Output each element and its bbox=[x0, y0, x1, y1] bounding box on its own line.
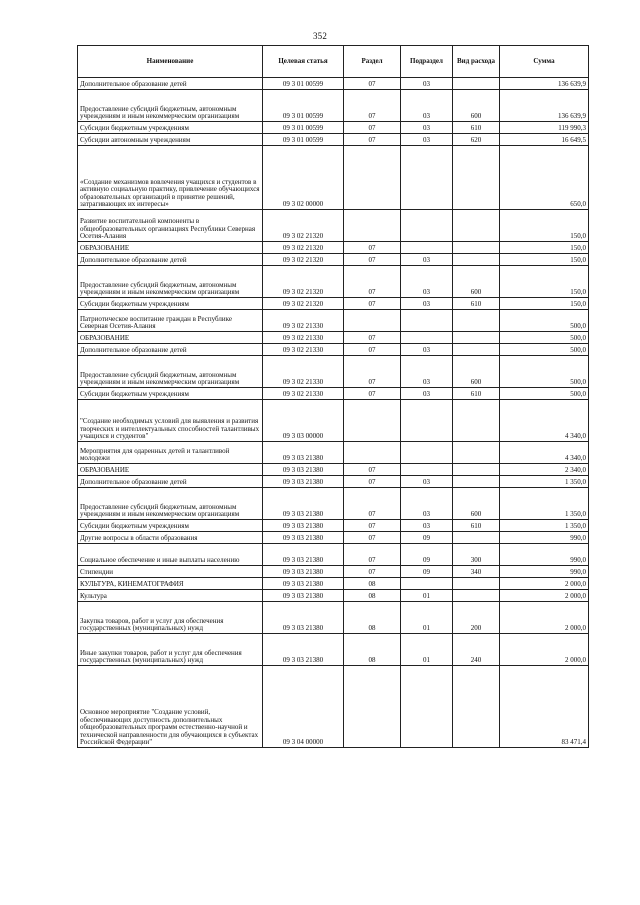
row-target: 09 3 02 21320 bbox=[263, 254, 344, 266]
row-expense-type bbox=[453, 210, 500, 242]
row-section bbox=[344, 666, 401, 748]
row-section bbox=[344, 400, 401, 442]
row-subsection: 03 bbox=[401, 356, 453, 388]
row-name: КУЛЬТУРА, КИНЕМАТОГРАФИЯ bbox=[78, 578, 263, 590]
row-expense-type bbox=[453, 78, 500, 90]
table-row bbox=[78, 146, 589, 210]
row-section: 07 bbox=[344, 254, 401, 266]
row-target: 09 3 02 00000 bbox=[263, 146, 344, 210]
row-amount: 83 471,4 bbox=[500, 666, 589, 748]
row-subsection: 03 bbox=[401, 134, 453, 146]
row-name: Дополнительное образование детей bbox=[78, 476, 263, 488]
row-target: 09 3 01 00599 bbox=[263, 134, 344, 146]
row-subsection bbox=[401, 464, 453, 476]
row-subsection: 03 bbox=[401, 122, 453, 134]
row-expense-type: 600 bbox=[453, 90, 500, 122]
row-subsection bbox=[401, 578, 453, 590]
row-name: Культура bbox=[78, 590, 263, 602]
row-subsection bbox=[401, 442, 453, 464]
row-target: 09 3 03 21380 bbox=[263, 566, 344, 578]
row-section: 08 bbox=[344, 590, 401, 602]
row-expense-type: 620 bbox=[453, 134, 500, 146]
table-row bbox=[78, 90, 589, 122]
row-subsection: 09 bbox=[401, 566, 453, 578]
table-row bbox=[78, 356, 589, 388]
row-section: 08 bbox=[344, 578, 401, 590]
row-expense-type bbox=[453, 442, 500, 464]
row-name: Основное мероприятие "Создание условий, обеспечивающих доступность дополнительных общеобразовательных программ естественно-научной и технической направленности для обучающихся в субъектах Российской Федерации" bbox=[78, 666, 263, 748]
row-subsection bbox=[401, 400, 453, 442]
row-subsection: 03 bbox=[401, 344, 453, 356]
row-amount: 136 639,9 bbox=[500, 78, 589, 90]
row-expense-type bbox=[453, 242, 500, 254]
table-row bbox=[78, 134, 589, 146]
row-expense-type bbox=[453, 476, 500, 488]
row-name: Стипендии bbox=[78, 566, 263, 578]
row-subsection bbox=[401, 332, 453, 344]
row-expense-type: 610 bbox=[453, 388, 500, 400]
row-amount: 500,0 bbox=[500, 356, 589, 388]
row-expense-type: 610 bbox=[453, 122, 500, 134]
row-section: 07 bbox=[344, 298, 401, 310]
row-target: 09 3 02 21330 bbox=[263, 388, 344, 400]
row-expense-type: 600 bbox=[453, 488, 500, 520]
row-amount: 500,0 bbox=[500, 310, 589, 332]
row-amount: 16 649,5 bbox=[500, 134, 589, 146]
table-row bbox=[78, 344, 589, 356]
row-target: 09 3 03 21380 bbox=[263, 520, 344, 532]
header-section: Раздел bbox=[344, 46, 401, 78]
row-name: Дополнительное образование детей bbox=[78, 78, 263, 90]
row-name: Другие вопросы в области образования bbox=[78, 532, 263, 544]
row-amount: 500,0 bbox=[500, 388, 589, 400]
row-expense-type bbox=[453, 332, 500, 344]
row-name: Мероприятия для одаренных детей и талантливой молодежи bbox=[78, 442, 263, 464]
row-amount: 500,0 bbox=[500, 332, 589, 344]
row-subsection: 03 bbox=[401, 298, 453, 310]
table-row bbox=[78, 488, 589, 520]
row-target: 09 3 03 21380 bbox=[263, 602, 344, 634]
row-section: 07 bbox=[344, 266, 401, 298]
row-expense-type: 600 bbox=[453, 356, 500, 388]
table-row bbox=[78, 476, 589, 488]
row-target: 09 3 03 21380 bbox=[263, 464, 344, 476]
table-row bbox=[78, 400, 589, 442]
row-amount: 2 000,0 bbox=[500, 590, 589, 602]
row-section: 08 bbox=[344, 602, 401, 634]
row-name: Социальное обеспечение и иные выплаты населению bbox=[78, 544, 263, 566]
row-name: Субсидии бюджетным учреждениям bbox=[78, 298, 263, 310]
row-name: Субсидии бюджетным учреждениям bbox=[78, 122, 263, 134]
row-name: Иные закупки товаров, работ и услуг для обеспечения государственных (муниципальных) нужд bbox=[78, 634, 263, 666]
budget-table bbox=[77, 45, 589, 748]
row-subsection: 03 bbox=[401, 388, 453, 400]
row-subsection: 03 bbox=[401, 520, 453, 532]
row-target: 09 3 03 21380 bbox=[263, 590, 344, 602]
table-header-row bbox=[78, 46, 589, 78]
row-expense-type bbox=[453, 146, 500, 210]
row-section bbox=[344, 146, 401, 210]
row-target: 09 3 02 21320 bbox=[263, 298, 344, 310]
row-amount: 2 000,0 bbox=[500, 578, 589, 590]
row-section: 07 bbox=[344, 134, 401, 146]
table-row bbox=[78, 666, 589, 748]
table-row bbox=[78, 78, 589, 90]
table-row bbox=[78, 520, 589, 532]
row-target: 09 3 03 21380 bbox=[263, 634, 344, 666]
row-section: 07 bbox=[344, 476, 401, 488]
row-amount: 2 340,0 bbox=[500, 464, 589, 476]
table-row bbox=[78, 578, 589, 590]
row-target: 09 3 03 21380 bbox=[263, 532, 344, 544]
row-section: 07 bbox=[344, 566, 401, 578]
row-expense-type bbox=[453, 400, 500, 442]
row-expense-type bbox=[453, 344, 500, 356]
row-name: ОБРАЗОВАНИЕ bbox=[78, 332, 263, 344]
row-target: 09 3 02 21330 bbox=[263, 344, 344, 356]
table-row bbox=[78, 122, 589, 134]
row-expense-type bbox=[453, 464, 500, 476]
row-subsection: 01 bbox=[401, 590, 453, 602]
row-name: Субсидии бюджетным учреждениям bbox=[78, 520, 263, 532]
header-target: Целевая статья bbox=[263, 46, 344, 78]
row-section: 07 bbox=[344, 532, 401, 544]
row-expense-type: 200 bbox=[453, 602, 500, 634]
table-row bbox=[78, 442, 589, 464]
row-subsection: 01 bbox=[401, 634, 453, 666]
row-name: Субсидии автономным учреждениям bbox=[78, 134, 263, 146]
row-subsection: 03 bbox=[401, 266, 453, 298]
row-name: "Создание необходимых условий для выявления и развития творческих и интеллектуальных способностей талантливых учащихся и студентов" bbox=[78, 400, 263, 442]
row-amount: 2 000,0 bbox=[500, 602, 589, 634]
row-amount: 150,0 bbox=[500, 242, 589, 254]
row-target: 09 3 03 21380 bbox=[263, 476, 344, 488]
row-amount: 1 350,0 bbox=[500, 476, 589, 488]
row-expense-type bbox=[453, 590, 500, 602]
row-name: Закупка товаров, работ и услуг для обеспечения государственных (муниципальных) нужд bbox=[78, 602, 263, 634]
row-section: 07 bbox=[344, 544, 401, 566]
row-target: 09 3 01 00599 bbox=[263, 90, 344, 122]
header-amount: Сумма bbox=[500, 46, 589, 78]
row-amount: 150,0 bbox=[500, 298, 589, 310]
header-name: Наименование bbox=[78, 46, 263, 78]
header-subsection: Подраздел bbox=[401, 46, 453, 78]
row-amount: 1 350,0 bbox=[500, 488, 589, 520]
row-amount: 2 000,0 bbox=[500, 634, 589, 666]
table-row bbox=[78, 298, 589, 310]
row-section bbox=[344, 310, 401, 332]
row-subsection bbox=[401, 210, 453, 242]
row-name: ОБРАЗОВАНИЕ bbox=[78, 464, 263, 476]
row-target: 09 3 02 21320 bbox=[263, 266, 344, 298]
row-target: 09 3 03 21380 bbox=[263, 488, 344, 520]
table-row bbox=[78, 634, 589, 666]
row-amount: 136 639,9 bbox=[500, 90, 589, 122]
row-name: Предоставление субсидий бюджетным, автономным учреждениям и иным некоммерческим организациям bbox=[78, 356, 263, 388]
row-target: 09 3 01 00599 bbox=[263, 122, 344, 134]
row-expense-type bbox=[453, 254, 500, 266]
row-expense-type: 610 bbox=[453, 298, 500, 310]
row-section: 08 bbox=[344, 634, 401, 666]
row-subsection: 03 bbox=[401, 476, 453, 488]
header-expense-type: Вид расхода bbox=[453, 46, 500, 78]
table-row bbox=[78, 266, 589, 298]
row-subsection bbox=[401, 310, 453, 332]
row-amount: 4 340,0 bbox=[500, 400, 589, 442]
row-name: «Создание механизмов вовлечения учащихся и студентов в активную социальную практику, привлечение обучающихся образовательных организаций в принятие решений, затрагивающих их интересы» bbox=[78, 146, 263, 210]
row-name: Предоставление субсидий бюджетным, автономным учреждениям и иным некоммерческим организациям bbox=[78, 90, 263, 122]
row-section: 07 bbox=[344, 388, 401, 400]
row-target: 09 3 02 21330 bbox=[263, 310, 344, 332]
row-amount: 500,0 bbox=[500, 344, 589, 356]
row-amount: 150,0 bbox=[500, 210, 589, 242]
row-subsection: 01 bbox=[401, 602, 453, 634]
row-section bbox=[344, 442, 401, 464]
table-row bbox=[78, 464, 589, 476]
row-target: 09 3 03 21380 bbox=[263, 578, 344, 590]
row-section: 07 bbox=[344, 90, 401, 122]
row-subsection bbox=[401, 146, 453, 210]
row-expense-type: 240 bbox=[453, 634, 500, 666]
row-section: 07 bbox=[344, 356, 401, 388]
row-target: 09 3 04 00000 bbox=[263, 666, 344, 748]
row-section: 07 bbox=[344, 488, 401, 520]
row-expense-type: 610 bbox=[453, 520, 500, 532]
row-expense-type: 300 bbox=[453, 544, 500, 566]
table-row bbox=[78, 590, 589, 602]
table-row bbox=[78, 242, 589, 254]
table-row bbox=[78, 566, 589, 578]
row-amount: 150,0 bbox=[500, 266, 589, 298]
page-number: 352 bbox=[312, 31, 328, 41]
row-expense-type: 340 bbox=[453, 566, 500, 578]
table-row bbox=[78, 310, 589, 332]
table-row bbox=[78, 332, 589, 344]
row-subsection: 03 bbox=[401, 78, 453, 90]
row-name: Дополнительное образование детей bbox=[78, 344, 263, 356]
row-amount: 119 990,3 bbox=[500, 122, 589, 134]
row-subsection: 03 bbox=[401, 488, 453, 520]
row-subsection: 09 bbox=[401, 532, 453, 544]
row-target: 09 3 01 00599 bbox=[263, 78, 344, 90]
row-amount: 1 350,0 bbox=[500, 520, 589, 532]
row-target: 09 3 02 21320 bbox=[263, 210, 344, 242]
row-section bbox=[344, 210, 401, 242]
row-amount: 990,0 bbox=[500, 544, 589, 566]
row-subsection: 09 bbox=[401, 544, 453, 566]
table-row bbox=[78, 532, 589, 544]
row-subsection bbox=[401, 666, 453, 748]
row-section: 07 bbox=[344, 464, 401, 476]
row-name: ОБРАЗОВАНИЕ bbox=[78, 242, 263, 254]
row-subsection bbox=[401, 242, 453, 254]
row-expense-type bbox=[453, 666, 500, 748]
row-name: Субсидии бюджетным учреждениям bbox=[78, 388, 263, 400]
row-subsection: 03 bbox=[401, 90, 453, 122]
row-section: 07 bbox=[344, 122, 401, 134]
row-amount: 990,0 bbox=[500, 566, 589, 578]
row-section: 07 bbox=[344, 332, 401, 344]
table-row bbox=[78, 388, 589, 400]
row-expense-type bbox=[453, 310, 500, 332]
table-row bbox=[78, 210, 589, 242]
row-name: Развитие воспитательной компоненты в общеобразовательных организациях Республики Северная Осетия-Алания bbox=[78, 210, 263, 242]
row-name: Предоставление субсидий бюджетным, автономным учреждениям и иным некоммерческим организациям bbox=[78, 266, 263, 298]
row-target: 09 3 02 21330 bbox=[263, 356, 344, 388]
row-target: 09 3 03 21380 bbox=[263, 544, 344, 566]
row-target: 09 3 03 00000 bbox=[263, 400, 344, 442]
row-target: 09 3 02 21330 bbox=[263, 332, 344, 344]
table-row bbox=[78, 254, 589, 266]
row-amount: 4 340,0 bbox=[500, 442, 589, 464]
row-amount: 150,0 bbox=[500, 254, 589, 266]
row-name: Патриотическое воспитание граждан в Республике Северная Осетия-Алания bbox=[78, 310, 263, 332]
table-row bbox=[78, 544, 589, 566]
table-row bbox=[78, 602, 589, 634]
row-section: 07 bbox=[344, 520, 401, 532]
row-subsection: 03 bbox=[401, 254, 453, 266]
row-expense-type bbox=[453, 578, 500, 590]
row-expense-type bbox=[453, 532, 500, 544]
row-target: 09 3 03 21380 bbox=[263, 442, 344, 464]
row-section: 07 bbox=[344, 78, 401, 90]
row-section: 07 bbox=[344, 242, 401, 254]
row-name: Предоставление субсидий бюджетным, автономным учреждениям и иным некоммерческим организациям bbox=[78, 488, 263, 520]
row-target: 09 3 02 21320 bbox=[263, 242, 344, 254]
row-name: Дополнительное образование детей bbox=[78, 254, 263, 266]
row-section: 07 bbox=[344, 344, 401, 356]
row-amount: 650,0 bbox=[500, 146, 589, 210]
row-expense-type: 600 bbox=[453, 266, 500, 298]
row-amount: 990,0 bbox=[500, 532, 589, 544]
